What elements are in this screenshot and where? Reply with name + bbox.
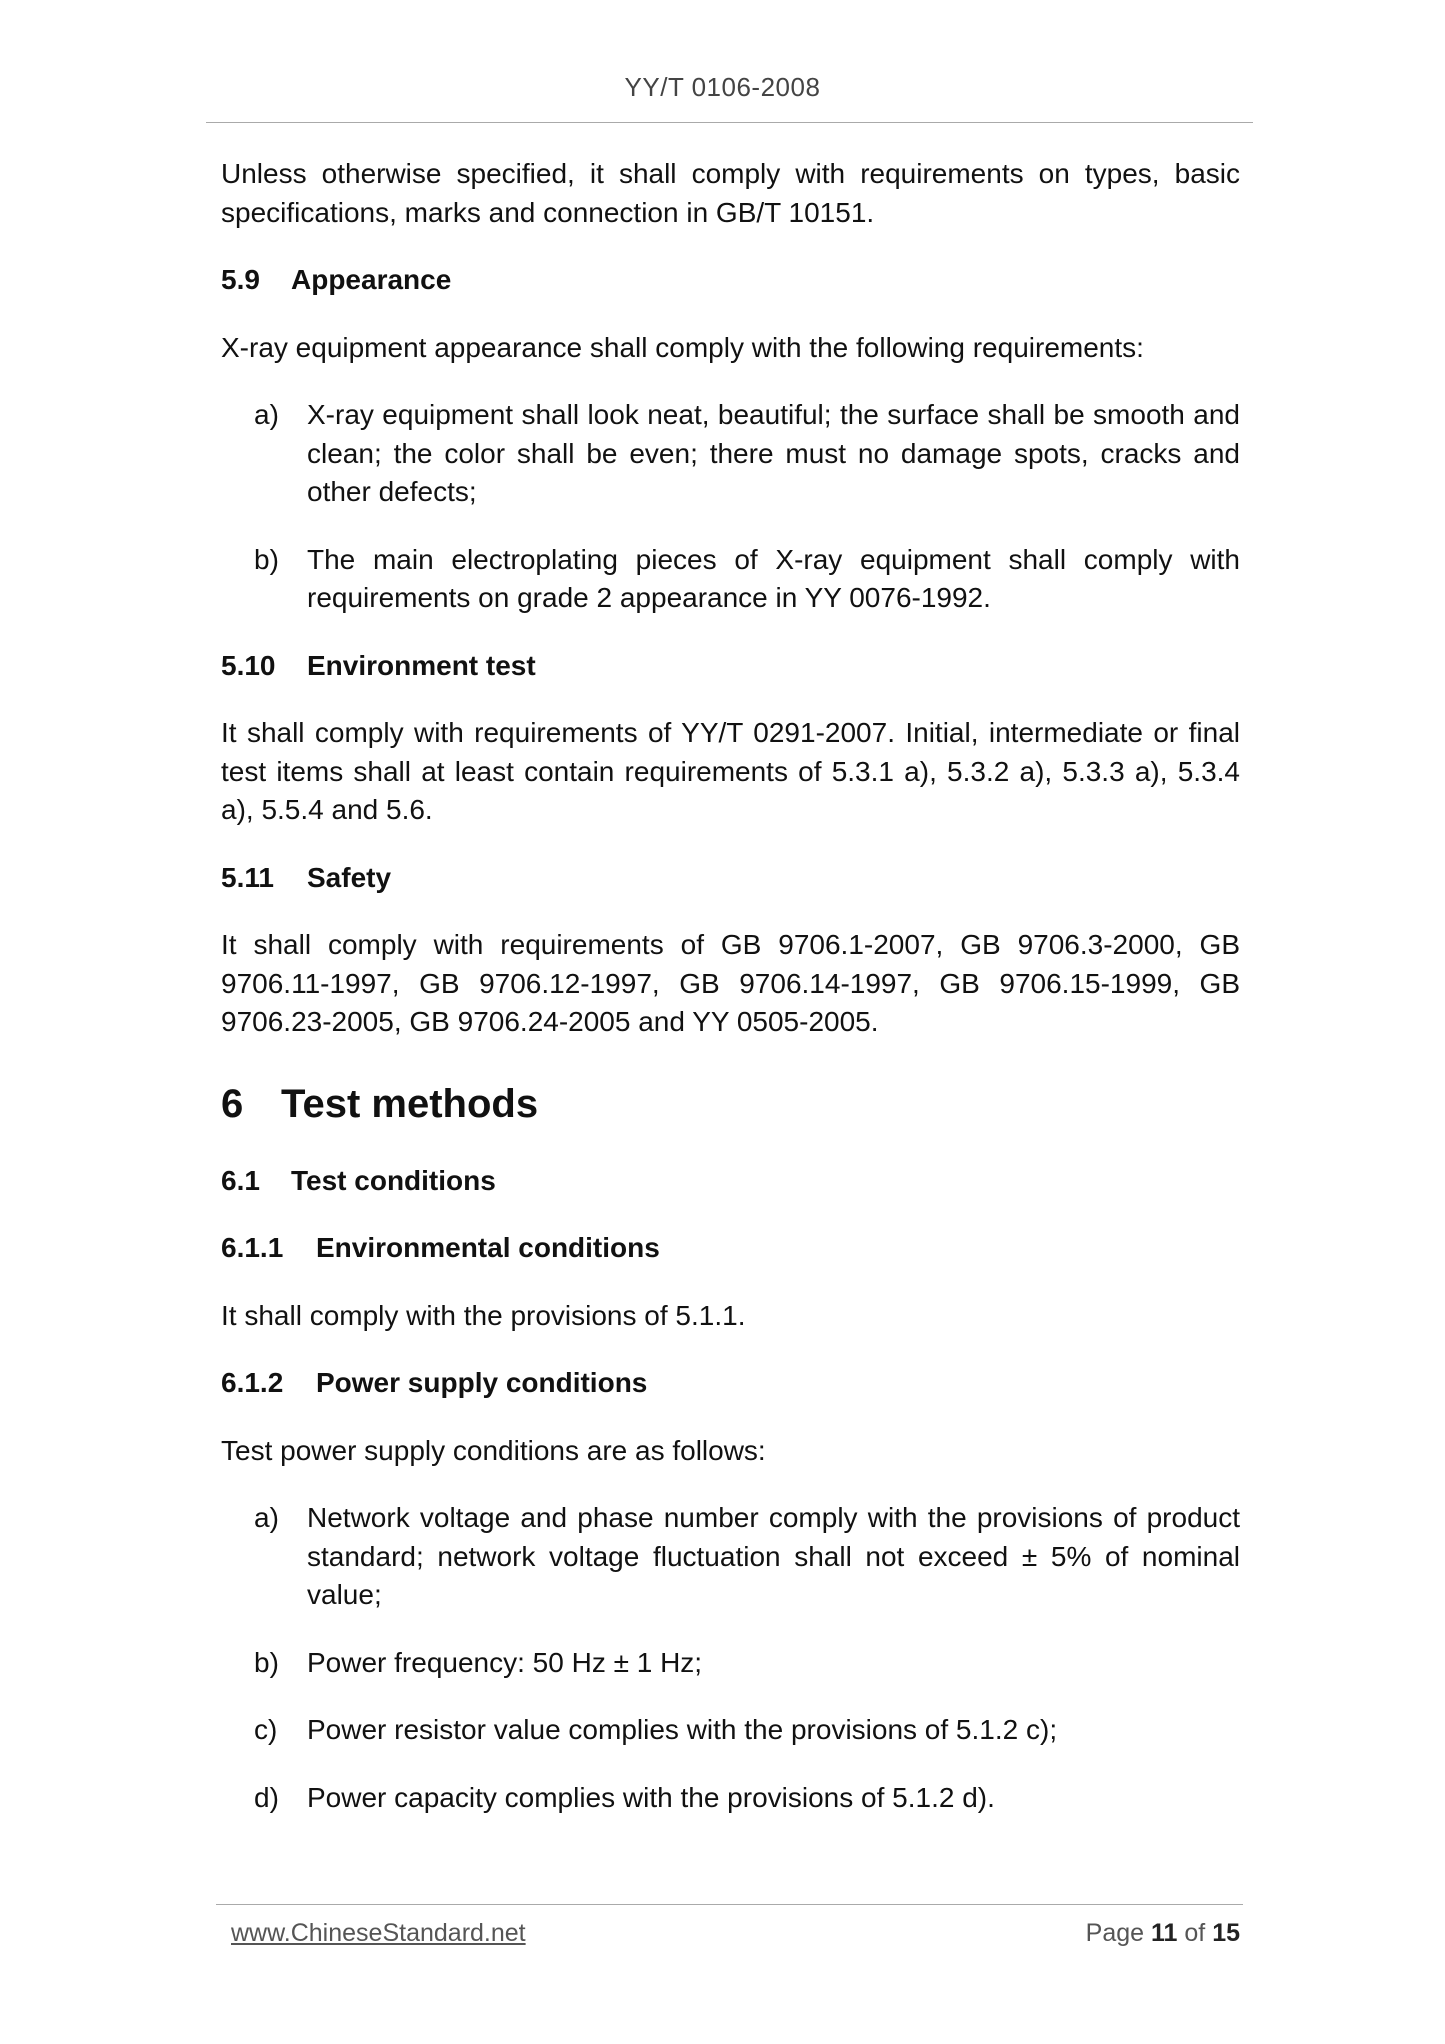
page-content bbox=[221, 155, 1240, 1846]
section-title: Power supply conditions bbox=[316, 1367, 648, 1398]
list-item bbox=[221, 1644, 1240, 1683]
list-item-text: Power resistor value complies with the provisions of 5.1.2 c); bbox=[307, 1714, 1058, 1745]
section-heading-5-11 bbox=[221, 859, 1240, 898]
section-number: 5.9 bbox=[221, 264, 260, 295]
section-5-10-paragraph: It shall comply with requirements of YY/T 0291-2007. Initial, intermediate or final test items shall at least contain requirements of 5.3.1 a), 5.3.2 a), 5.3.3 a), 5.3.4 a), 5.5.4 and 5.6. bbox=[221, 717, 1240, 825]
section-title: Environment test bbox=[307, 649, 536, 681]
list-item-text: Network voltage and phase number comply with the provisions of product standard; network voltage fluctuation shall not exceed ± 5% of nominal value; bbox=[307, 1502, 1240, 1610]
list-marker: a) bbox=[254, 399, 279, 430]
page-of-label: of bbox=[1184, 1919, 1206, 1947]
section-5-9-paragraph: X-ray equipment appearance shall comply with the following requirements: bbox=[221, 331, 1144, 363]
list-marker: d) bbox=[254, 1781, 279, 1813]
footer-divider bbox=[216, 1904, 1243, 1905]
chapter-heading-6 bbox=[221, 1080, 1240, 1128]
section-title: Environmental conditions bbox=[316, 1232, 660, 1263]
intro-paragraph: Unless otherwise specified, it shall comply with requirements on types, basic specifications, marks and connection in GB/T 10151. bbox=[221, 158, 1240, 228]
section-5-11-paragraph: It shall comply with requirements of GB 9706.1-2007, GB 9706.3-2000, GB 9706.11-1997, GB 9706.12-1997, GB 9706.14-1997, GB 9706.15-1999, GB 9706.23-2005, GB 9706.24-2005 and YY 0505-2005. bbox=[221, 929, 1240, 1037]
section-title: Safety bbox=[307, 861, 392, 893]
appearance-requirements-list bbox=[221, 396, 1240, 618]
section-6-1-2-paragraph: Test power supply conditions are as follows: bbox=[221, 1434, 766, 1466]
section-heading-5-10 bbox=[221, 647, 1240, 686]
list-item-text: X-ray equipment shall look neat, beautiful; the surface shall be smooth and clean; the color shall be even; there must no damage spots, cracks and other defects; bbox=[307, 399, 1240, 507]
list-item-text: Power frequency: 50 Hz ± 1 Hz; bbox=[307, 1646, 703, 1678]
list-item bbox=[221, 1779, 1240, 1818]
list-marker: a) bbox=[254, 1502, 279, 1533]
page-label: Page bbox=[1085, 1919, 1145, 1947]
section-6-1-1-paragraph: It shall comply with the provisions of 5.1.1. bbox=[221, 1299, 746, 1331]
list-item bbox=[221, 541, 1240, 618]
header-divider bbox=[206, 122, 1253, 123]
section-heading-6-1 bbox=[221, 1162, 1240, 1201]
total-page-number: 15 bbox=[1212, 1919, 1240, 1947]
list-item bbox=[221, 396, 1240, 512]
website-link[interactable]: www.ChineseStandard.net bbox=[231, 1919, 526, 1947]
section-number: 5.10 bbox=[221, 649, 276, 681]
chapter-number: 6 bbox=[221, 1081, 244, 1126]
section-number: 6.1.2 bbox=[221, 1367, 284, 1398]
current-page-number: 11 bbox=[1150, 1919, 1178, 1947]
list-item bbox=[221, 1499, 1240, 1615]
section-title: Appearance bbox=[291, 264, 452, 295]
list-item bbox=[221, 1711, 1240, 1750]
power-supply-conditions-list bbox=[221, 1499, 1240, 1817]
section-heading-6-1-1 bbox=[221, 1229, 1240, 1268]
list-marker: c) bbox=[254, 1714, 278, 1745]
chapter-title: Test methods bbox=[281, 1081, 539, 1126]
section-number: 5.11 bbox=[221, 861, 274, 893]
page-indicator bbox=[1086, 1919, 1240, 1948]
section-heading-5-9 bbox=[221, 261, 1240, 300]
list-marker: b) bbox=[254, 1646, 279, 1678]
section-heading-6-1-2 bbox=[221, 1364, 1240, 1403]
section-number: 6.1 bbox=[221, 1164, 260, 1196]
document-header-title: YY/T 0106-2008 bbox=[624, 72, 821, 102]
list-marker: b) bbox=[254, 543, 279, 575]
list-item-text: Power capacity complies with the provisions of 5.1.2 d). bbox=[307, 1781, 995, 1813]
section-title: Test conditions bbox=[291, 1164, 496, 1196]
list-item-text: The main electroplating pieces of X-ray equipment shall comply with requirements on grade 2 appearance in YY 0076-1992. bbox=[307, 543, 1240, 613]
section-number: 6.1.1 bbox=[221, 1232, 284, 1263]
